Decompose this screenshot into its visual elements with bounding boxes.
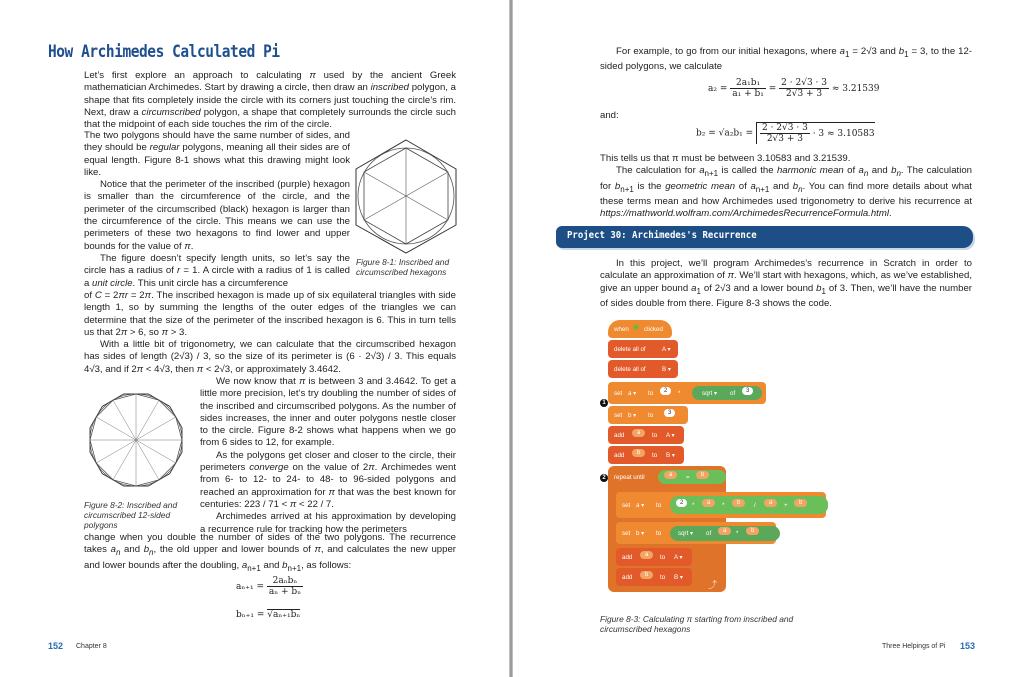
equation-a-next: aₙ₊₁ = $\frac{\text{2aₙbₙ}}{\text{aₙ + bₙ}}$: [236, 576, 302, 597]
left-text-block-2: The two polygons should have the same number of sides, and they should be regular polygons, meaning all their sides are of equal length. Figure 8-1 shows what this drawing might look like. Notice that the perimeter of the inscribed (purple) hexagon is smaller than the circumference of the circle, and the perimeter of the circumscribed (black) hexagon is larger than the circumference of the circle. This means we can use the perimeters of these two hexagons to find lower and upper bounds for the value of π. The figure doesn’t specify length units, so let’s say the circle has a radius of r = 1. A circle with a radius of 1 is called a unit circle. This unit circle has a circumference: [84, 130, 350, 289]
right-running-title: Three Helpings of Pi: [882, 643, 946, 650]
scratch-add-b[interactable]: add b to B ▾: [608, 446, 684, 464]
spoke-line: [136, 440, 176, 463]
paragraph-intro: Let’s first explore an approach to calculating π used by the ancient Greek mathematician Archimedes. Start by drawing a circle, then draw an inscribed polygon, a shape that fits completely inside the circle with its corners just touching the circle’s rim. Next, draw a circumscribed polygon, a shape that completely surrounds the circle such that the midpoint of each side touches the rim of the circle.: [84, 70, 456, 131]
equation-a2: a₂ = $\frac{\text{2a₁b₁}}{\text{a₁ + b₁}}$ = $\frac{2 \cdot 2√3 \cdot 3}{2√3 + 3}$ ≈ 3.21539: [708, 78, 880, 99]
scratch-inner-set-b[interactable]: set b ▾ to sqrt ▾ of a * b: [616, 522, 776, 544]
right-page-number: 153: [960, 641, 976, 651]
project-paragraph: In this project, we’ll program Archimedes’s recurrence in Scratch in order to calculate an approximation of π. We’ll start with hexagons, which, as we’ve established, give an upper bound $a_1$ of 2√3 and a lower bound $b_1$ of 3. Then, we’ll have the number of sides double from there. Figure 8-3 shows the code.: [600, 258, 972, 309]
scratch-set-b[interactable]: set b ▾ to 3: [608, 406, 688, 424]
spoke-line: [113, 440, 136, 480]
left-text-block-4: We now know that π is between 3 and 3.4642. To get a little more precision, let’s try doubling the number of sides of the inscribed and circumscribed polygons. As the number of sides increases, the inner and outer polygons nestle closer to the circle. Figure 8-2 shows what happens when we go from 6 sides to 12, for example. As the polygons get closer and closer to the circle, their perimeters converge on the value of 2π. Archimedes went from 6- to 12- to 24- to 48- to 96-sided polygons and reached an approximation for π that was the best known for centuries: 223 / 71 < π < 22 / 7. Archimedes arrived at his approximation by developing a recurrence rule for tracking how the perimeters: [200, 376, 456, 535]
figure-8-2-caption: Figure 8-2: Inscribed and circumscribed 12-sided polygons: [84, 500, 178, 530]
left-text-block-5: change when you double the number of sides of the two polygons. The recurrence takes $a_n$ and $b_n$, the old upper and lower bounds of π, and calculates the new upper and lower bounds after the doubling, $a_{n+1}$ and $b_{n+1}$, as follows:: [84, 532, 456, 573]
green-flag-icon: ⚑: [632, 323, 641, 333]
scratch-when-flag-clicked[interactable]: when ⚑ clicked: [608, 320, 672, 338]
spoke-line: [136, 417, 176, 440]
figure-8-2-polygons: [84, 388, 188, 492]
figure-8-3-caption: Figure 8-3: Calculating π starting from inscribed and circumscribed hexagons: [600, 614, 794, 634]
scratch-delete-all-b[interactable]: delete all of B ▾: [608, 360, 678, 378]
right-text-block-2: This tells us that π must be between 3.10583 and 3.21539. The calculation for $a_{n+1}$ is called the harmonic mean of $a_n$ and $b_n$. The calculation for $b_{n+1}$ is the geometric mean of $a_{n+1}$ and $b_n$. You can find more details about what these terms mean and how Archimedes used trigonometry to derive his recurrence at https://mathworld.wolfram.com/ArchimedesRecurrenceFormula.html.: [600, 153, 972, 219]
equation-b-next: bₙ₊₁ = √aₙ₊₁bₙ: [236, 610, 301, 620]
spoke-line: [96, 440, 136, 463]
section-heading: How Archimedes Calculated Pi: [48, 42, 280, 62]
spoke-line: [113, 400, 136, 440]
scratch-delete-all-a[interactable]: delete all of A ▾: [608, 340, 678, 358]
scratch-inner-set-a[interactable]: set a ▾ to 2 * a * b / a + b: [616, 492, 826, 518]
code-marker-2: 2: [600, 474, 608, 482]
scratch-inner-add-b[interactable]: add b to B ▾: [616, 568, 692, 586]
left-text-block-3: of C = 2πr = 2π. The inscribed hexagon is made up of six equilateral triangles with side length 1, so by summing the lengths of the outer edges of the triangles we can determine that the size of the perimeter of the inscribed hexagon is 6. This in turn tells us that 2π > 6, so π > 3. With a little bit of trigonometry, we can calculate that the circumscribed hexagon has sides of length (2√3) / 3, so the size of its perimeter is (6 · 2√3) / 3. This equals 4√3, and if 2π < 4√3, then π < 2√3, or approximately 3.4642.: [84, 290, 456, 375]
scratch-set-a[interactable]: set a ▾ to 2 * sqrt ▾ of 3: [608, 382, 766, 404]
right-page: [513, 0, 1024, 677]
loop-arrow-icon: ⤴: [708, 580, 718, 590]
project-banner: Project 30: Archimedes's Recurrence: [556, 226, 973, 248]
code-marker-1: 1: [600, 399, 608, 407]
scratch-inner-add-a[interactable]: add a to A ▾: [616, 548, 692, 566]
spoke-line: [96, 417, 136, 440]
equation-b2: b₂ = √a₂b₁ = $\frac{2 \cdot 2√3 \cdot 3}{2√3 + 3}$ · 3 ≈ 3.10583: [696, 123, 875, 144]
right-intro: For example, to go from our initial hexagons, where $a_1 = 2√3$ and $b_1 = 3$, to the 12-sided polygons, we calculate: [600, 46, 972, 73]
and-label: and:: [600, 110, 619, 121]
spoke-line: [136, 440, 159, 480]
scratch-add-a[interactable]: add a to A ▾: [608, 426, 684, 444]
left-page-number: 152: [48, 641, 64, 651]
spoke-line: [136, 400, 159, 440]
left-chapter-label: Chapter 8: [76, 643, 107, 650]
figure-8-1-caption: Figure 8-1: Inscribed and circumscribed hexagons: [356, 257, 450, 277]
scratch-repeat-until[interactable]: repeat until a = b ⤴: [608, 466, 726, 592]
left-text-block-1: [84, 70, 456, 131]
figure-8-1-hexagons: [352, 138, 460, 254]
